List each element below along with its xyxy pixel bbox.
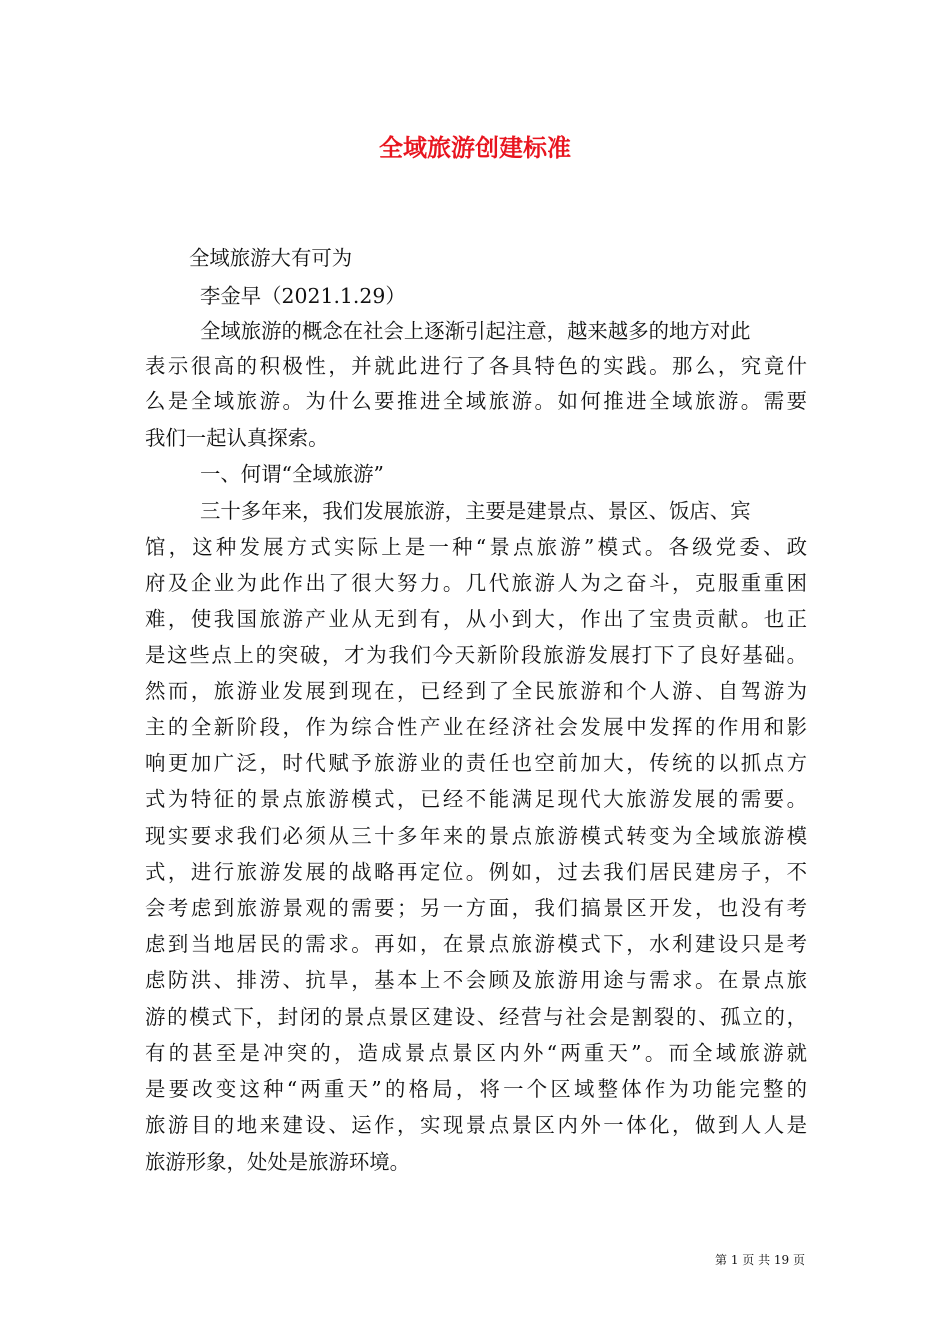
body-line: 然而，旅游业发展到现在，已经到了全民旅游和个人游、自驾游为 [145,679,807,703]
document-subtitle: 全域旅游大有可为 [189,246,353,270]
body-line: 我们一起认真探索。 [145,426,329,450]
body-line: 三十多年来，我们发展旅游，主要是建景点、景区、饭店、宾 [200,499,751,523]
document-title: 全域旅游创建标准 [379,134,571,162]
body-line: 旅游形象，处处是旅游环境。 [145,1150,411,1174]
author-line: 李金早（2021.1.29） [200,284,406,308]
body-line: 是要改变这种“两重天”的格局，将一个区域整体作为功能完整的 [145,1077,807,1101]
body-line: 式，进行旅游发展的战略再定位。例如，过去我们居民建房子，不 [145,860,807,884]
body-line: 有的甚至是冲突的，造成景点景区内外“两重天”。而全域旅游就 [145,1041,807,1065]
body-line: 式为特征的景点旅游模式，已经不能满足现代大旅游发展的需要。 [145,787,807,811]
body-line: 现实要求我们必须从三十多年来的景点旅游模式转变为全域旅游模 [145,824,807,848]
body-line: 游的模式下，封闭的景点景区建设、经营与社会是割裂的、孤立的， [145,1005,807,1029]
body-line: 主的全新阶段，作为综合性产业在经济社会发展中发挥的作用和影 [145,715,807,739]
body-line: 全域旅游的概念在社会上逐渐引起注意，越来越多的地方对此 [200,319,751,343]
body-line: 虑到当地居民的需求。再如，在景点旅游模式下，水利建设只是考 [145,932,807,956]
body-line: 会考虑到旅游景观的需要；另一方面，我们搞景区开发，也没有考 [145,896,807,920]
body-line: 表示很高的积极性，并就此进行了各具特色的实践。那么，究竟什 [145,354,807,378]
body-line: 响更加广泛，时代赋予旅游业的责任也空前加大，传统的以抓点方 [145,751,807,775]
body-line: 馆，这种发展方式实际上是一种“景点旅游”模式。各级党委、政 [145,535,807,559]
body-line: 旅游目的地来建设、运作，实现景点景区内外一体化，做到人人是 [145,1113,807,1137]
body-line: 么是全域旅游。为什么要推进全域旅游。如何推进全域旅游。需要 [145,389,807,413]
body-line: 是这些点上的突破，才为我们今天新阶段旅游发展打下了良好基础。 [145,643,807,667]
body-line: 虑防洪、排涝、抗旱，基本上不会顾及旅游用途与需求。在景点旅 [145,968,807,992]
section-heading: 一、何谓“全域旅游” [200,462,384,486]
body-line: 府及企业为此作出了很大努力。几代旅游人为之奋斗，克服重重困 [145,571,807,595]
page-number: 第 1 页 共 19 页 [715,1253,805,1267]
body-line: 难，使我国旅游产业从无到有，从小到大，作出了宝贵贡献。也正 [145,607,807,631]
